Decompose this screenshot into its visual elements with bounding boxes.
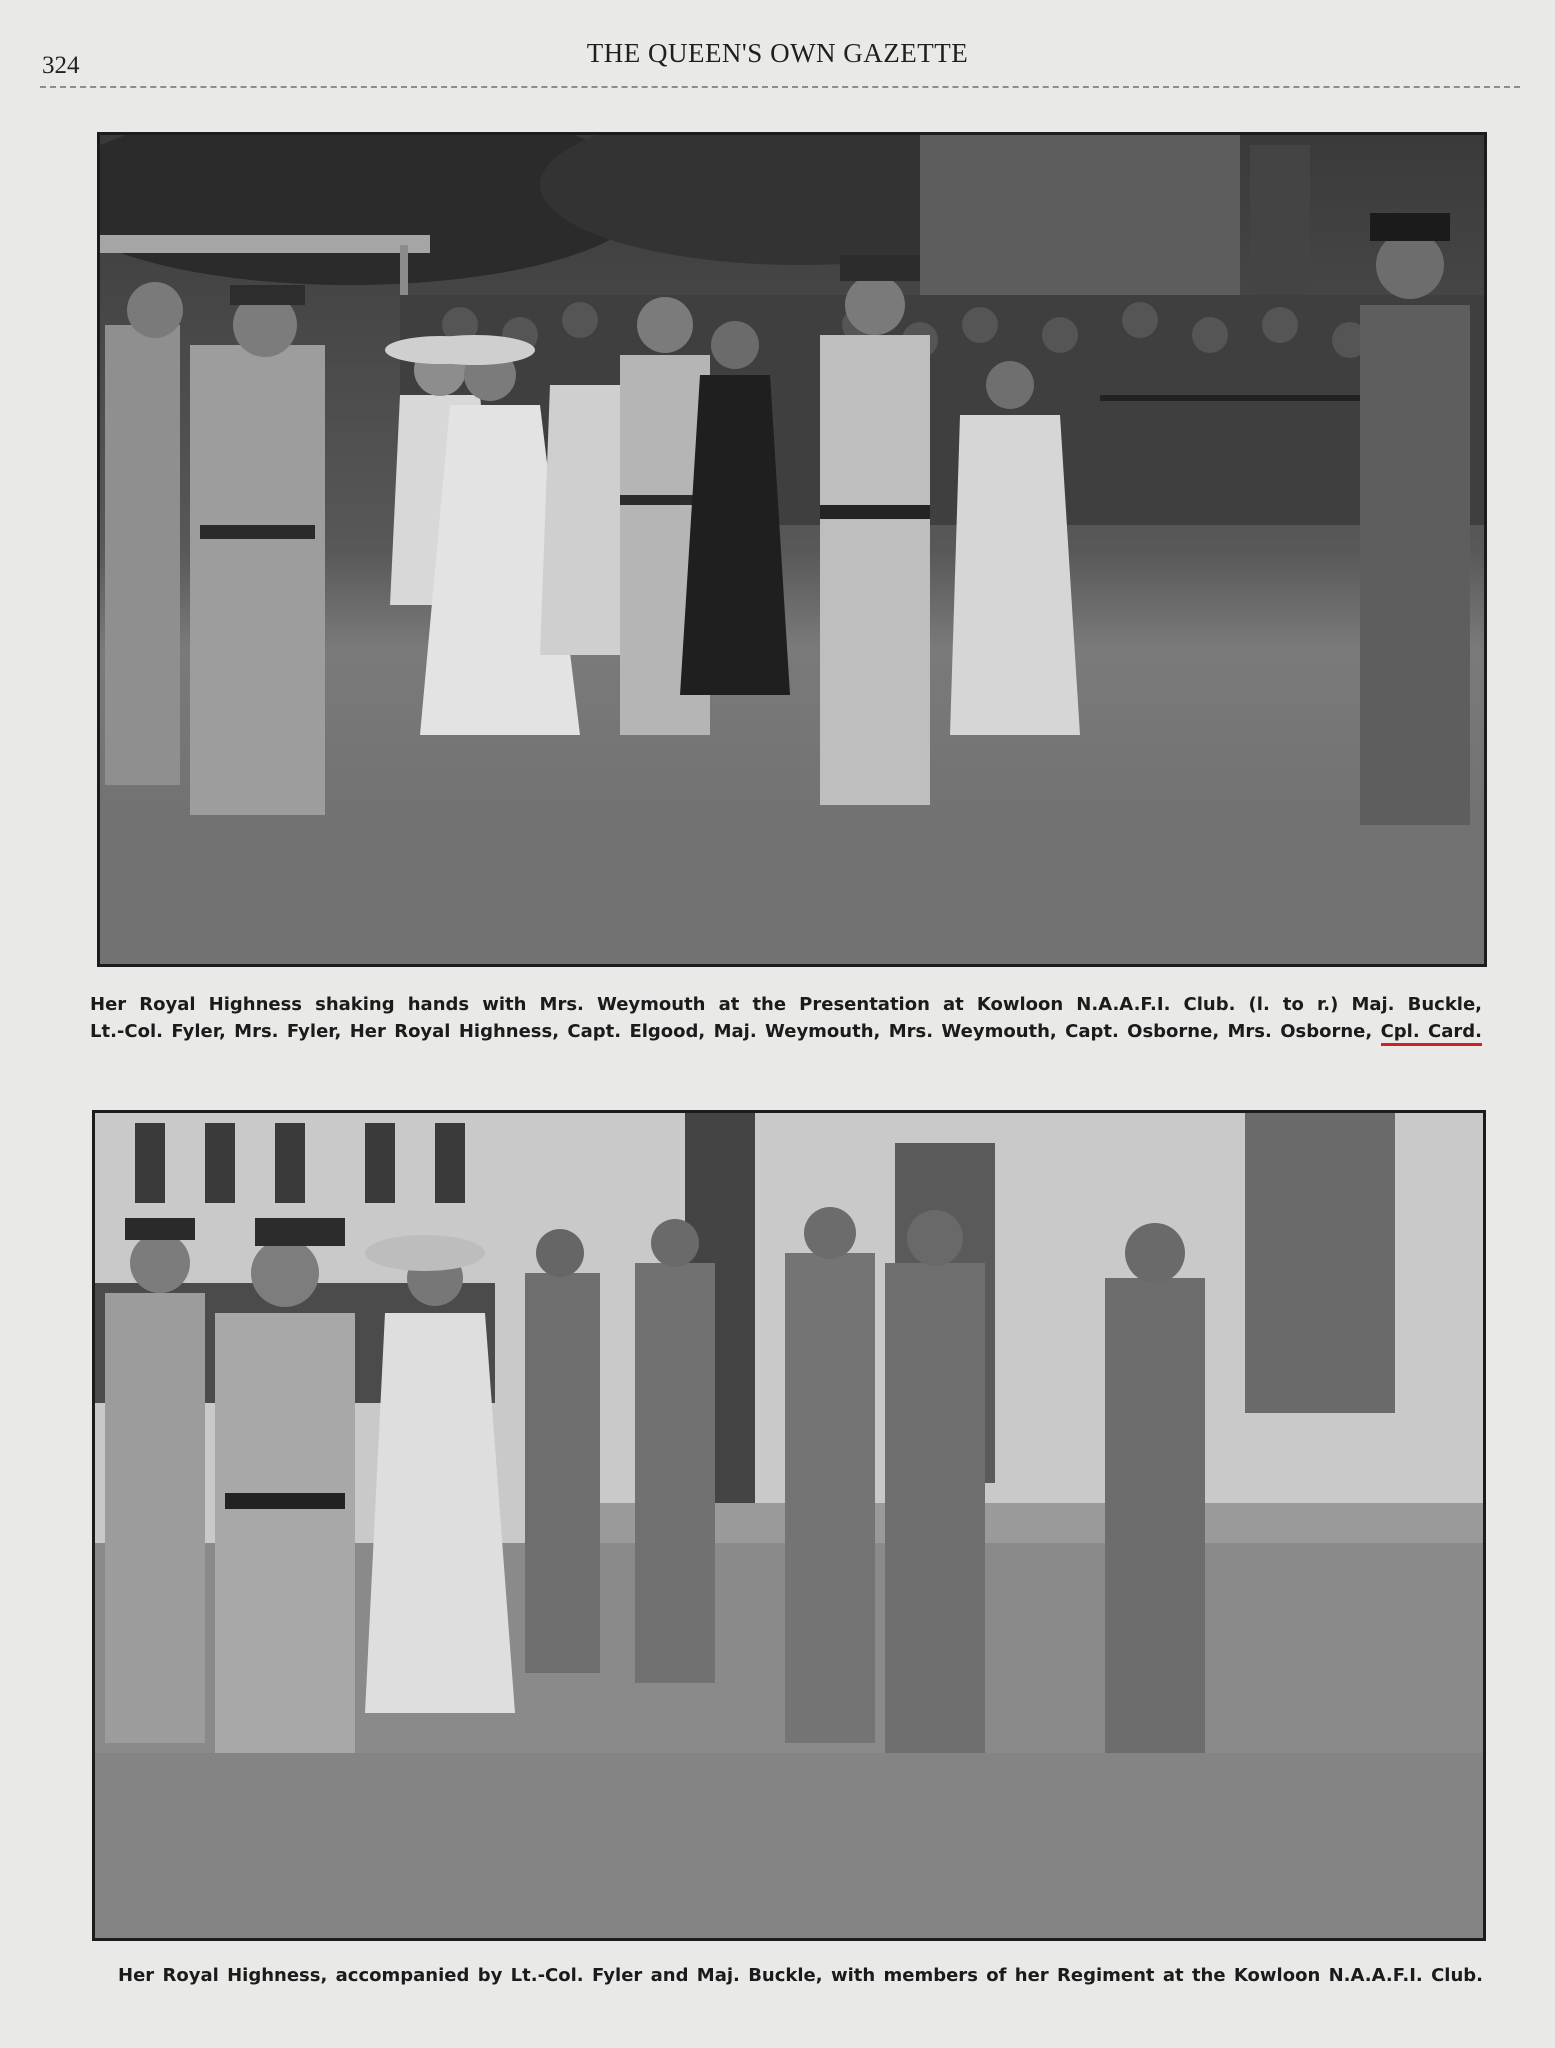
caption-photo-1-line-2 bbox=[90, 1021, 1482, 1042]
photo-regiment-inspection bbox=[92, 1110, 1486, 1941]
page-number: 324 bbox=[42, 52, 80, 79]
caption-photo-2: Her Royal Highness, accompanied by Lt.-Col. Fyler and Maj. Buckle, with members of her Regiment at the Kowloon N.A.A.F.I. Club. bbox=[118, 1965, 1483, 1986]
publication-title: THE QUEEN'S OWN GAZETTE bbox=[586, 38, 969, 68]
header-rule bbox=[40, 86, 1520, 88]
caption-photo-1-line-2-main: Lt.-Col. Fyler, Mrs. Fyler, Her Royal Highness, Capt. Elgood, Maj. Weymouth, Mrs. Weymouth, Capt. Osborne, Mrs. Osborne, bbox=[90, 1021, 1373, 1042]
photo-presentation-handshake bbox=[97, 132, 1487, 967]
caption-underlined-name: Cpl. Card. bbox=[1381, 1021, 1482, 1046]
caption-photo-1-line-1: Her Royal Highness shaking hands with Mrs. Weymouth at the Presentation at Kowloon N.A.A.F.I. Club. (l. to r.) Maj. Buckle, bbox=[90, 994, 1482, 1015]
